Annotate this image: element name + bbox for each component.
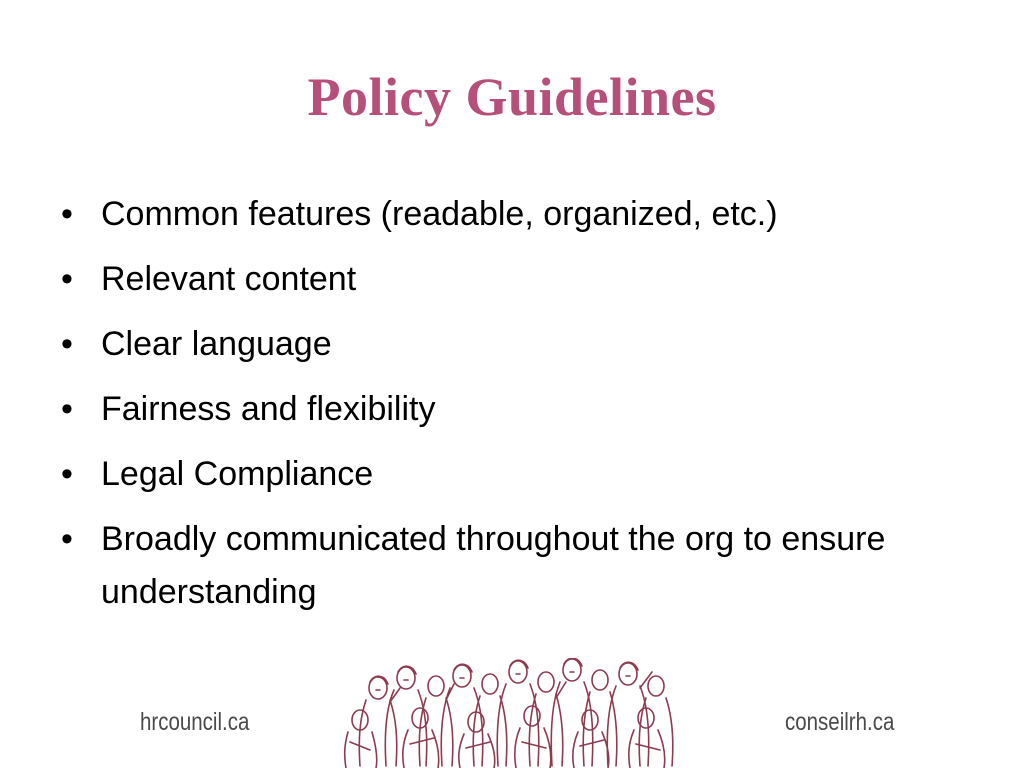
bullet-text: Legal Compliance — [101, 455, 374, 493]
bullet-list — [55, 188, 975, 632]
bullet-marker: • — [61, 260, 73, 298]
bullet-marker: • — [61, 195, 73, 233]
bullet-item — [55, 188, 975, 240]
bullet-marker: • — [61, 390, 73, 428]
bullet-item — [55, 253, 975, 305]
bullet-item — [55, 318, 975, 370]
bullet-item — [55, 383, 975, 435]
footer-link-conseilrh: conseilrh.ca — [785, 708, 895, 736]
bullet-text: Common features (readable, organized, etc.) — [101, 195, 778, 233]
bullet-item — [55, 448, 975, 500]
bullet-text: Fairness and flexibility — [101, 390, 436, 428]
bullet-text: Broadly communicated throughout the org to ensure understanding — [101, 520, 886, 611]
crowd-sketch-icon — [340, 658, 685, 768]
bullet-marker: • — [61, 520, 73, 558]
footer-link-hrcouncil: hrcouncil.ca — [140, 708, 250, 736]
slide-title: Policy Guidelines — [307, 67, 717, 127]
bullet-item — [55, 513, 975, 619]
bullet-marker: • — [61, 325, 73, 363]
bullet-text: Relevant content — [101, 260, 357, 298]
bullet-text: Clear language — [101, 325, 332, 363]
bullet-marker: • — [61, 455, 73, 493]
